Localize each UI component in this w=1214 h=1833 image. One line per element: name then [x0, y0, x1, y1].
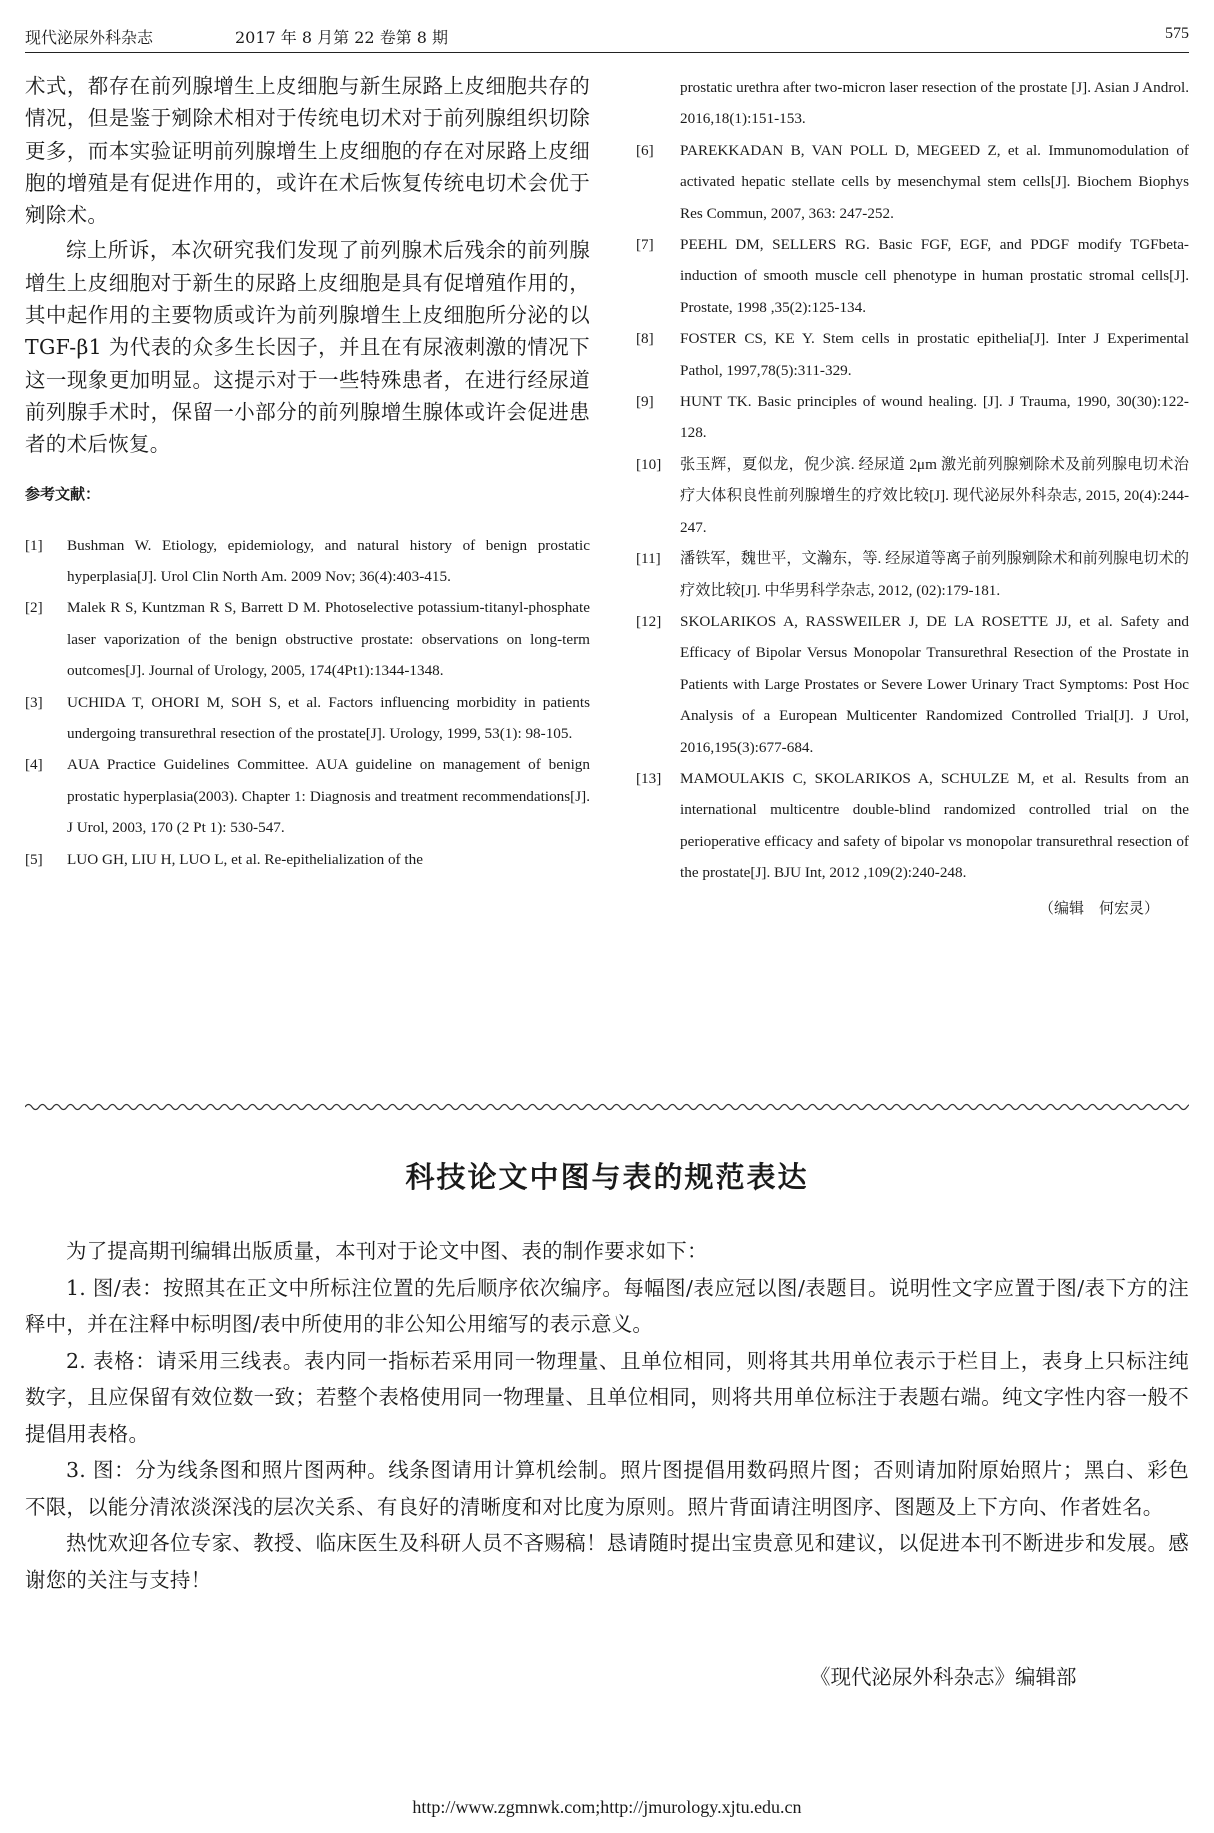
reference-text: UCHIDA T, OHORI M, SOH S, et al. Factors influencing morbidity in patients undergoing transurethral resection of the prostate[J]. Urology, 1999, 53(1): 98-105. — [67, 693, 590, 742]
reference-number: [6] — [636, 141, 654, 159]
notice-paragraph: 热忱欢迎各位专家、教授、临床医生及科研人员不吝赐稿！恳请随时提出宝贵意见和建议，以促进本刊不断进步和发展。感谢您的关注与支持！ — [25, 1531, 1189, 1592]
reference-item — [25, 592, 590, 686]
reference-number: [9] — [636, 393, 654, 411]
reference-item — [636, 543, 1189, 606]
wavy-divider — [25, 1100, 1189, 1114]
reference-item — [25, 530, 590, 593]
reference-number: [8] — [636, 330, 654, 348]
running-header — [25, 22, 1189, 53]
reference-item — [636, 229, 1189, 323]
editor-credit: （编辑 何宏灵） — [1038, 898, 1159, 917]
reference-text: AUA Practice Guidelines Committee. AUA guideline on management of benign prostatic hyperplasia(2003). Chapter 1: Diagnosis and treatment recommendations[J]. J Urol, 2003, 170 (2 Pt 1): 530-547. — [67, 756, 590, 837]
reference-text: Malek R S, Kuntzman R S, Barrett D M. Photoselective potassium-titanyl-phosphate laser vaporization of the benign obstructive prostate: observations on long-term outcomes[J]. Journal of Urology, 2005, 174(4Pt1):1344-1348. — [67, 599, 590, 680]
reference-number: [10] — [636, 455, 662, 473]
reference-text: PEEHL DM, SELLERS RG. Basic FGF, EGF, and PDGF modify TGFbeta-induction of smooth muscle cell phenotype in human prostatic stromal cells[J]. Prostate, 1998 ,35(2):125-134. — [680, 236, 1189, 316]
reference-text: FOSTER CS, KE Y. Stem cells in prostatic epithelia[J]. Inter J Experimental Pathol, 1997,78(5):311-329. — [680, 330, 1189, 379]
reference-item — [636, 323, 1189, 386]
reference-text: PAREKKADAN B, VAN POLL D, MEGEED Z, et al. Immunomodulation of activated hepatic stellate cells by mesenchymal stem cells[J]. Biochem Biophys Res Commun, 2007, 363: 247-252. — [680, 141, 1189, 222]
reference-number: [2] — [25, 599, 43, 617]
notice-paragraph: 1. 图/表：按照其在正文中所标注位置的先后顺序依次编序。每幅图/表应冠以图/表题目。说明性文字应置于图/表下方的注释中，并在注释中标明图/表中所使用的非公知公用缩写的表示意义。 — [25, 1275, 1189, 1336]
reference-text: 潘铁军，魏世平，文瀚东，等. 经尿道等离子前列腺剜除术和前列腺电切术的疗效比较[J]. 中华男科学杂志, 2012, (02):179-181. — [680, 550, 1189, 599]
reference-item — [636, 606, 1189, 763]
journal-name: 现代泌尿外科杂志 — [25, 28, 154, 47]
reference-item — [25, 749, 590, 843]
references-heading: 参考文献： — [25, 484, 101, 503]
reference-number: [11] — [636, 550, 661, 568]
reference-number: [5] — [25, 850, 43, 868]
notice-paragraph: 为了提高期刊编辑出版质量，本刊对于论文中图、表的制作要求如下： — [66, 1239, 708, 1263]
notice-body — [25, 1233, 1189, 1598]
reference-number: [1] — [25, 536, 43, 554]
reference-item — [25, 687, 590, 750]
reference-text: MAMOULAKIS C, SKOLARIKOS A, SCHULZE M, et al. Results from an international multicentre double-blind randomized controlled trial on the perioperative efficacy and safety of bipolar vs monopolar transurethral resection of the prostate[J]. BJU Int, 2012 ,109(2):240-248. — [680, 769, 1189, 882]
issue-info: 2017 年 8 月第 22 卷第 8 期 — [235, 28, 449, 47]
page-number: 575 — [1165, 25, 1189, 42]
reference-text: 张玉辉，夏似龙，倪少滨. 经尿道 2μm 激光前列腺剜除术及前列腺电切术治疗大体积良性前列腺增生的疗效比较[J]. 现代泌尿外科杂志, 2015, 20(4):244-247. — [680, 455, 1189, 536]
editorial-signature: 《现代泌尿外科杂志》编辑部 — [810, 1665, 1077, 1689]
reference-number: [13] — [636, 769, 662, 787]
notice-title: 科技论文中图与表的规范表达 — [405, 1160, 809, 1194]
reference-item — [636, 386, 1189, 449]
reference-number: [3] — [25, 693, 43, 711]
reference-item — [636, 135, 1189, 229]
reference-number: [4] — [25, 756, 43, 774]
reference-item — [636, 763, 1189, 889]
reference-text: prostatic urethra after two-micron laser resection of the prostate [J]. Asian J Androl. 2016,18(1):151-153. — [680, 79, 1189, 128]
body-paragraph: 术式，都存在前列腺增生上皮细胞与新生尿路上皮细胞共存的情况，但是鉴于剜除术相对于传统电切术对于前列腺组织切除更多，而本实验证明前列腺增生上皮细胞的存在对尿路上皮细胞的增殖是有促进作用的，或许在术后恢复传统电切术会优于剜除术。 — [25, 74, 590, 228]
footer-urls: http://www.zgmnwk.com;http://jmurology.xjtu.edu.cn — [412, 1797, 802, 1817]
reference-number: [12] — [636, 612, 662, 630]
body-paragraph: 综上所诉，本次研究我们发现了前列腺术后残余的前列腺增生上皮细胞对于新生的尿路上皮细胞是具有促增殖作用的，其中起作用的主要物质或许为前列腺增生上皮细胞所分泌的以 TGF-β1 为代表的众多生长因子，并且在有尿液刺激的情况下这一现象更加明显。这提示对于一些特殊患者，在进行经尿道前列腺手术时，保留一小部分的前列腺增生腺体或许会促进患者的术后恢复。 — [25, 238, 590, 457]
reference-continuation — [636, 72, 1189, 135]
reference-text: SKOLARIKOS A, RASSWEILER J, DE LA ROSETTE JJ, et al. Safety and Efficacy of Bipolar Versus Monopolar Transurethral Resection of the Prostate in Patients with Large Prostates or Severe Lower Urinary Tract Symptoms: Post Hoc Analysis of a European Multicenter Randomized Controlled Trial[J]. J Urol, 2016,195(3):677-684. — [680, 612, 1189, 756]
reference-number: [7] — [636, 236, 654, 254]
right-column — [636, 72, 1189, 918]
reference-text: HUNT TK. Basic principles of wound healing. [J]. J Trauma, 1990, 30(30):122-128. — [680, 393, 1189, 442]
left-column — [25, 70, 590, 875]
reference-item — [25, 844, 590, 875]
reference-text: LUO GH, LIU H, LUO L, et al. Re-epithelialization of the — [67, 850, 423, 868]
reference-item — [636, 449, 1189, 543]
notice-paragraph: 3. 图：分为线条图和照片图两种。线条图请用计算机绘制。照片图提倡用数码照片图；否则请加附原始照片；黑白、彩色不限，以能分清浓淡深浅的层次关系、有良好的清晰度和对比度为原则。照片背面请注明图序、图题及上下方向、作者姓名。 — [25, 1458, 1189, 1519]
notice-paragraph: 2. 表格：请采用三线表。表内同一指标若采用同一物理量、且单位相同，则将其共用单位表示于栏目上，表身上只标注纯数字，且应保留有效位数一致；若整个表格使用同一物理量、且单位相同，则将共用单位标注于表题右端。纯文字性内容一般不提倡用表格。 — [25, 1348, 1189, 1446]
reference-text: Bushman W. Etiology, epidemiology, and natural history of benign prostatic hyperplasia[J]. Urol Clin North Am. 2009 Nov; 36(4):403-415. — [67, 536, 590, 585]
